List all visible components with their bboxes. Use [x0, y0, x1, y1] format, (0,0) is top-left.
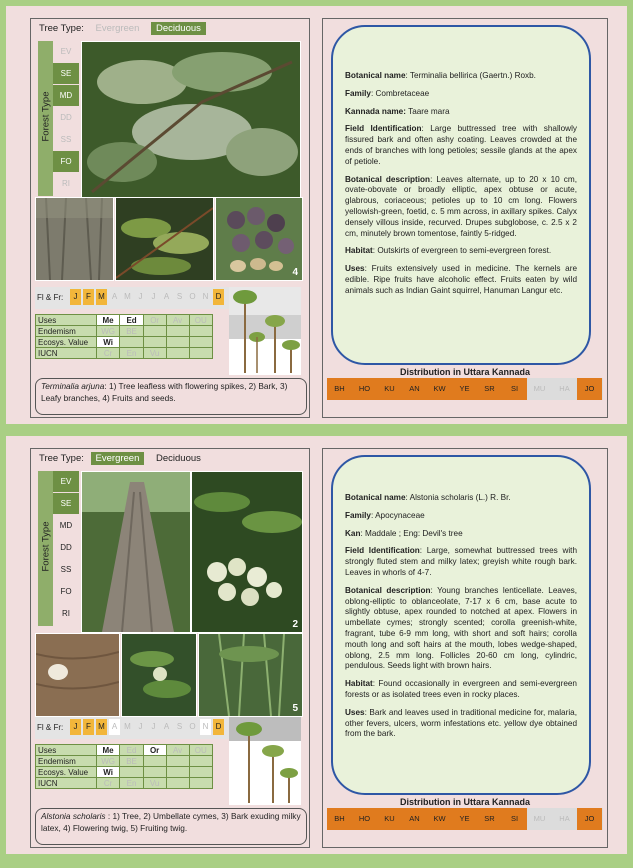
attr-row-endemism: [36, 756, 213, 767]
species-card-terminalia: [6, 6, 627, 424]
description-text: [345, 71, 577, 304]
month-sep: S: [176, 292, 183, 301]
tree-type-deciduous: Deciduous: [156, 453, 201, 464]
district-mu: MU: [533, 814, 546, 823]
month-jun: J: [138, 292, 143, 301]
flowering-fruiting-row: [35, 287, 230, 309]
attr-value-en: En: [120, 348, 143, 359]
desc-field-identification: Field Identification: Large buttressed tree with shallowly fissured bark and often ashy coating. Leaves crowded at the ends of branches with long petioles; sessile glands at the apex of petiole.: [345, 124, 577, 166]
species-card-alstonia: [6, 436, 627, 854]
photo-leafy-branches: [115, 197, 214, 281]
district-bh: BH: [327, 378, 352, 400]
left-panel: [30, 448, 310, 848]
flfr-label: Fl & Fr:: [37, 293, 64, 302]
district-ku: KU: [377, 808, 402, 830]
tree-type-label: Tree Type:: [39, 23, 84, 34]
left-panel: [30, 18, 310, 418]
month-feb: F: [83, 289, 94, 305]
district-sr: SR: [477, 808, 502, 830]
forest-type-label: Forest Type: [40, 91, 52, 142]
attr-value-vu: Vu: [143, 348, 166, 359]
district-ho: HO: [352, 808, 377, 830]
photo-leafy-branch: [81, 41, 301, 198]
forest-type-fo: FO: [60, 587, 72, 596]
district-si: SI: [502, 378, 527, 400]
desc-kannada-name: Kannada name: Taare mara: [345, 106, 450, 116]
description-box: [331, 25, 591, 365]
tree-type-row: [39, 452, 206, 465]
attr-value-cr: Cr: [96, 348, 120, 359]
photo-tree: [81, 471, 191, 633]
desc-habitat: Habitat: Outskirts of evergreen to semi-evergreen forest.: [345, 246, 552, 256]
forest-type-label-box: [38, 471, 53, 626]
attr-name: Endemism: [36, 756, 97, 767]
attr-value-me: Me: [96, 745, 120, 756]
attr-row-ecosys: [36, 767, 213, 778]
month-mar: M: [96, 719, 107, 735]
distribution-title: Distribution in Uttara Kannada: [399, 797, 530, 807]
attr-row-uses: [36, 745, 213, 756]
photo-bark-latex: [35, 633, 120, 717]
district-jo: JO: [577, 378, 602, 400]
attr-row-iucn: [36, 778, 213, 789]
district-mu: MU: [533, 384, 546, 393]
forest-type-ri: RI: [62, 179, 70, 188]
forest-type-label-box: [38, 41, 53, 196]
forest-type-ss: SS: [60, 565, 72, 574]
month-may: M: [124, 292, 131, 301]
attr-value-wi: Wi: [96, 767, 120, 778]
attr-value-me: Me: [96, 315, 120, 326]
attr-value-wg: WG: [96, 326, 120, 337]
forest-type-label: Forest Type: [40, 521, 52, 572]
distribution-bar: [327, 808, 603, 830]
district-sr: SR: [477, 378, 502, 400]
month-list: [70, 719, 226, 735]
tree-type-evergreen: Evergreen: [91, 452, 145, 465]
forest-type-md: MD: [59, 521, 73, 530]
district-an: AN: [402, 378, 427, 400]
attr-value-or: Or: [143, 315, 166, 326]
forest-type-se: SE: [53, 63, 79, 84]
desc-botanical-description: Botanical description: Young branches lenticellate. Leaves, oblong-elliptic to oblanceolate, 7-17 x 6 cm, base acute to slightly obtuse, apex rounded to notched at apex. Flowers in umbellate cymes; strongly scented; corolla greenish-white, fragrant, tube 6-9 mm long, with short and soft hairs; corolla mouth long and soft hairs at the mouth, lobes wedge-shaped, oblong, 2.5 mm long. Follicles 20-60 cm long, cylindric, pendulous. Seeds light with brown hairs.: [345, 585, 577, 671]
description-text: [345, 493, 577, 747]
district-ye: YE: [452, 378, 477, 400]
desc-uses: Uses: Fruits extensively used in medicine. The kernels are edible. Ripe fruits have alcoholic effect. Fruits eaten by wild animals such as Indian Gaint squirrel, Hanuman Langur etc.: [345, 264, 578, 295]
photo-caption: [35, 808, 307, 845]
forest-type-list: [53, 471, 79, 625]
month-jun: J: [138, 722, 143, 731]
district-ho: HO: [352, 378, 377, 400]
attr-value-wg: WG: [96, 756, 120, 767]
month-oct: O: [189, 722, 196, 731]
attr-value-en: En: [120, 778, 143, 789]
forest-type-ss: SS: [60, 135, 72, 144]
photo-number: 5: [292, 703, 298, 714]
attr-name: IUCN: [36, 348, 97, 359]
forest-type-dd: DD: [60, 113, 72, 122]
distribution-bar: [327, 378, 603, 400]
description-box: [331, 455, 591, 795]
month-feb: F: [83, 719, 94, 735]
attr-value-be: BE: [120, 756, 143, 767]
attr-name: IUCN: [36, 778, 97, 789]
attr-value-cr: Cr: [96, 778, 120, 789]
forest-type-ev: EV: [53, 471, 79, 492]
attr-value-ou: OU: [189, 745, 212, 756]
attr-name: Endemism: [36, 326, 97, 337]
flowering-fruiting-row: [35, 717, 230, 739]
photo-number: 4: [292, 267, 298, 278]
month-list: [70, 289, 226, 305]
photo-bark: [35, 197, 114, 281]
attr-value-av: Av: [166, 745, 189, 756]
month-apr: A: [111, 292, 118, 301]
forest-type-fo: FO: [53, 151, 79, 172]
month-aug: A: [163, 722, 170, 731]
attr-value-av: Av: [166, 315, 189, 326]
month-jul: J: [151, 292, 156, 301]
month-aug: A: [163, 292, 170, 301]
district-ha: HA: [559, 384, 570, 393]
attr-value-be: BE: [120, 326, 143, 337]
month-jan: J: [70, 719, 81, 735]
desc-kannada-name: Kan: Maddale ; Eng: Devil's tree: [345, 528, 463, 538]
photo-flowering-twig: [121, 633, 197, 717]
forest-type-md: MD: [53, 85, 79, 106]
flfr-label: Fl & Fr:: [37, 723, 64, 732]
month-jul: J: [151, 722, 156, 731]
caption-species: Terminalia arjuna: [41, 381, 105, 391]
attr-row-endemism: [36, 326, 213, 337]
tree-profile-figure: [229, 717, 301, 805]
forest-type-list: [53, 41, 79, 195]
right-panel: [322, 448, 608, 848]
desc-field-identification: Field Identification: Large, somewhat buttressed trees with strongly fluted stem and milky latex; greyish white rough bark. Leaves in whorls of 4-7.: [345, 546, 577, 577]
caption-species: Alstonia scholaris: [41, 811, 106, 821]
desc-uses: Uses: Bark and leaves used in traditional medicine for, malaria, other fevers, ulcers, worm infestations etc. yellow dye obtained from the bark.: [345, 707, 577, 739]
photo-fruits-seeds: [215, 197, 303, 281]
photo-number: 2: [292, 619, 298, 630]
photo-umbellate-cymes: [191, 471, 303, 633]
month-sep: S: [176, 722, 183, 731]
attr-value-wi: Wi: [96, 337, 120, 348]
forest-type-dd: DD: [60, 543, 72, 552]
attribute-table: [35, 314, 213, 359]
caption-text: : 1) Tree leafless with flowering spikes, 2) Bark, 3) Leafy branches, 4) Fruits and seeds.: [41, 381, 288, 403]
district-si: SI: [502, 808, 527, 830]
month-jan: J: [70, 289, 81, 305]
photo-caption: [35, 378, 307, 415]
district-kw: KW: [427, 808, 452, 830]
month-may: M: [124, 722, 131, 731]
month-nov: N: [202, 292, 209, 301]
attr-row-uses: [36, 315, 213, 326]
tree-type-evergreen: Evergreen: [95, 23, 140, 34]
desc-family: Family: Apocynaceae: [345, 510, 425, 520]
forest-type-ev: EV: [60, 47, 72, 56]
attr-name: Uses: [36, 745, 97, 756]
desc-botanical-name: Botanical name: Alstonia scholaris (L.) R. Br.: [345, 493, 511, 502]
attr-value-ed: Ed: [120, 745, 143, 756]
month-nov: N: [200, 719, 211, 735]
district-ha: HA: [559, 814, 570, 823]
attr-row-ecosys: [36, 337, 213, 348]
attr-name: Ecosys. Value: [36, 767, 97, 778]
distribution-title: Distribution in Uttara Kannada: [399, 367, 530, 377]
desc-botanical-description: Botanical description: Leaves alternate, up to 20 x 10 cm, ovate-obovate or broadly elliptic, apex obtuse or acute, glabrous, coriaceous; petioles up to 10 cm long. Flowers yellowish-green, foetid, c. 5 mm across, in axillary spikes. Calyx densely villous inside, recurved. Drupes subglobose, c. 2.5 x 2 cm, minutely brown tomentose, faintly 5-ridged.: [345, 174, 577, 238]
desc-habitat: Habitat: Found occasionally in evergreen and semi-evergreen forests or as isolated trees even in rocky places.: [345, 679, 577, 699]
district-an: AN: [402, 808, 427, 830]
tree-profile-figure: [229, 287, 301, 375]
district-bh: BH: [327, 808, 352, 830]
attr-value-or: Or: [143, 745, 166, 756]
forest-type-se: SE: [53, 493, 79, 514]
right-panel: [322, 18, 608, 418]
attribute-table: [35, 744, 213, 789]
desc-family: Family: Combretaceae: [345, 88, 430, 98]
district-jo: JO: [577, 808, 602, 830]
month-dec: D: [213, 289, 224, 305]
attr-row-iucn: [36, 348, 213, 359]
attr-name: Ecosys. Value: [36, 337, 97, 348]
photo-fruiting-twig: [198, 633, 303, 717]
tree-type-row: [39, 22, 206, 35]
attr-value-vu: Vu: [143, 778, 166, 789]
district-ku: KU: [377, 378, 402, 400]
district-kw: KW: [427, 378, 452, 400]
attr-value-ed: Ed: [120, 315, 143, 326]
month-apr: A: [109, 719, 120, 735]
attr-name: Uses: [36, 315, 97, 326]
month-oct: O: [189, 292, 196, 301]
tree-type-label: Tree Type:: [39, 453, 84, 464]
district-ye: YE: [452, 808, 477, 830]
desc-botanical-name: Botanical name: Terminalia bellirica (Gaertn.) Roxb.: [345, 71, 536, 80]
forest-type-ri: RI: [62, 609, 70, 618]
caption-text: : 1) Tree, 2) Umbellate cymes, 3) Bark exuding milky latex, 4) Flowering twig, 5) Fruiting twig.: [41, 811, 301, 833]
month-dec: D: [213, 719, 224, 735]
month-mar: M: [96, 289, 107, 305]
attr-value-ou: OU: [189, 315, 212, 326]
tree-type-deciduous: Deciduous: [151, 22, 206, 35]
